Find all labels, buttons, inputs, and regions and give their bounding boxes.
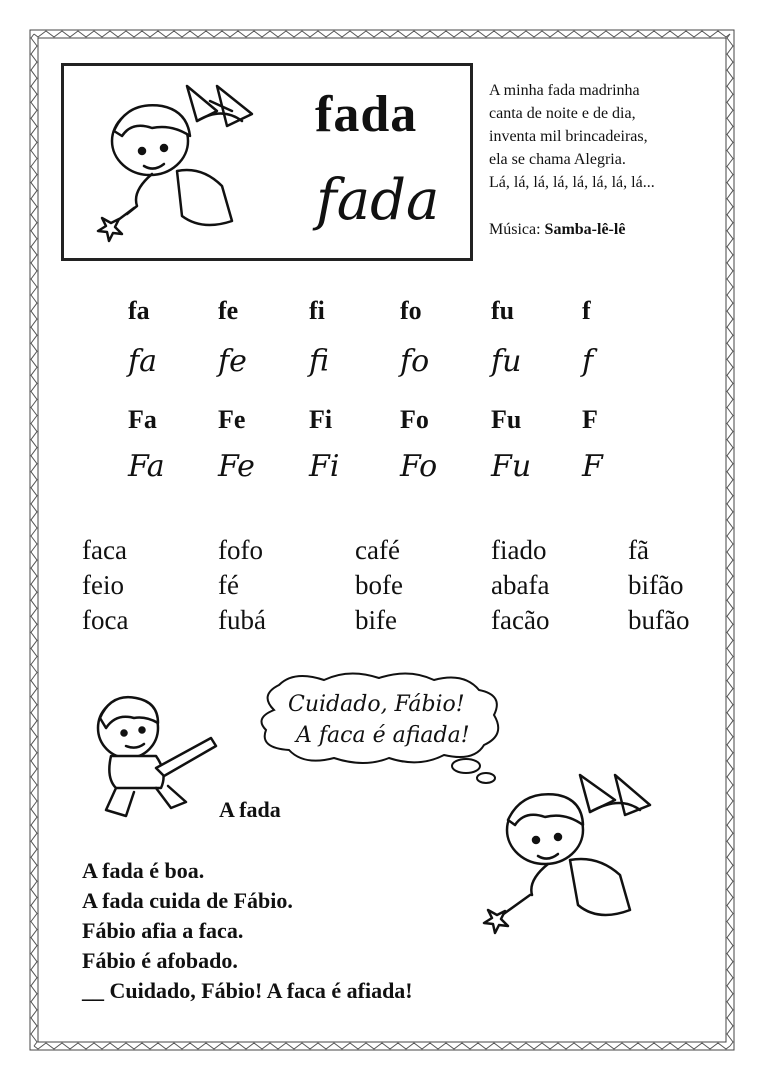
- word: abafa: [491, 570, 550, 600]
- song-line: Lá, lá, lá, lá, lá, lá, lá, lá...: [489, 174, 655, 191]
- word: fiado: [491, 535, 547, 565]
- syllable: Fi: [309, 405, 333, 434]
- word: fã: [628, 535, 649, 565]
- word: facão: [491, 605, 550, 635]
- word: bufão: [628, 605, 690, 635]
- word: fubá: [218, 605, 266, 635]
- syllable: F: [582, 449, 603, 484]
- song-line: canta de noite e de dia,: [489, 105, 636, 122]
- story-line: A fada é boa.: [82, 858, 205, 883]
- story-line: Fábio é afobado.: [82, 948, 238, 973]
- word: café: [355, 535, 400, 565]
- bubble-line-1: Cuidado, Fábio!: [288, 692, 465, 717]
- word: feio: [82, 570, 124, 600]
- music-title: Samba-lê-lê: [544, 221, 626, 238]
- syllable: fe: [218, 296, 239, 325]
- bubble-line-2: A faca é afiada!: [296, 723, 470, 748]
- word-print-title: fada: [315, 86, 418, 143]
- syllable: fe: [218, 344, 247, 379]
- syllable: fu: [491, 296, 515, 325]
- story-line: Fábio afia a faca.: [82, 918, 244, 943]
- syllable: fi: [309, 296, 325, 325]
- word: faca: [82, 535, 127, 565]
- syllable: Fo: [400, 405, 429, 434]
- fairy-illustration: [92, 76, 292, 251]
- word: bife: [355, 605, 397, 635]
- word: fé: [218, 570, 239, 600]
- song-line: inventa mil brincadeiras,: [489, 128, 648, 145]
- story-line: __ Cuidado, Fábio! A faca é afiada!: [82, 978, 413, 1003]
- fairy-with-wand-illustration: [470, 760, 670, 940]
- music-label: Música:: [489, 221, 541, 238]
- word: fofo: [218, 535, 263, 565]
- syllable: fi: [309, 344, 330, 379]
- song-line: ela se chama Alegria.: [489, 151, 626, 168]
- syllable: Fu: [491, 405, 522, 434]
- syllable: f: [582, 344, 594, 379]
- syllable: Fa: [128, 405, 157, 434]
- syllable: fu: [491, 344, 522, 379]
- syllable: Fe: [218, 449, 255, 484]
- syllable: Fi: [309, 449, 340, 484]
- syllable: F: [582, 405, 598, 434]
- syllable: fo: [400, 296, 422, 325]
- syllable: f: [582, 296, 591, 325]
- syllable: fo: [400, 344, 430, 379]
- word: bifão: [628, 570, 684, 600]
- syllable: Fu: [491, 449, 532, 484]
- song-line: A minha fada madrinha: [489, 82, 640, 99]
- word: foca: [82, 605, 129, 635]
- music-credit: [489, 221, 625, 239]
- syllable: Fe: [218, 405, 246, 434]
- song-lyrics: [489, 79, 655, 194]
- syllable: Fa: [128, 449, 165, 484]
- boy-with-knife-illustration: [86, 688, 226, 823]
- syllable: fa: [128, 296, 150, 325]
- story-line: A fada cuida de Fábio.: [82, 888, 293, 913]
- word: bofe: [355, 570, 403, 600]
- syllable: Fo: [400, 449, 438, 484]
- story-title: A fada: [219, 797, 281, 822]
- syllable: fa: [128, 344, 157, 379]
- word-cursive-title: fada: [316, 168, 440, 233]
